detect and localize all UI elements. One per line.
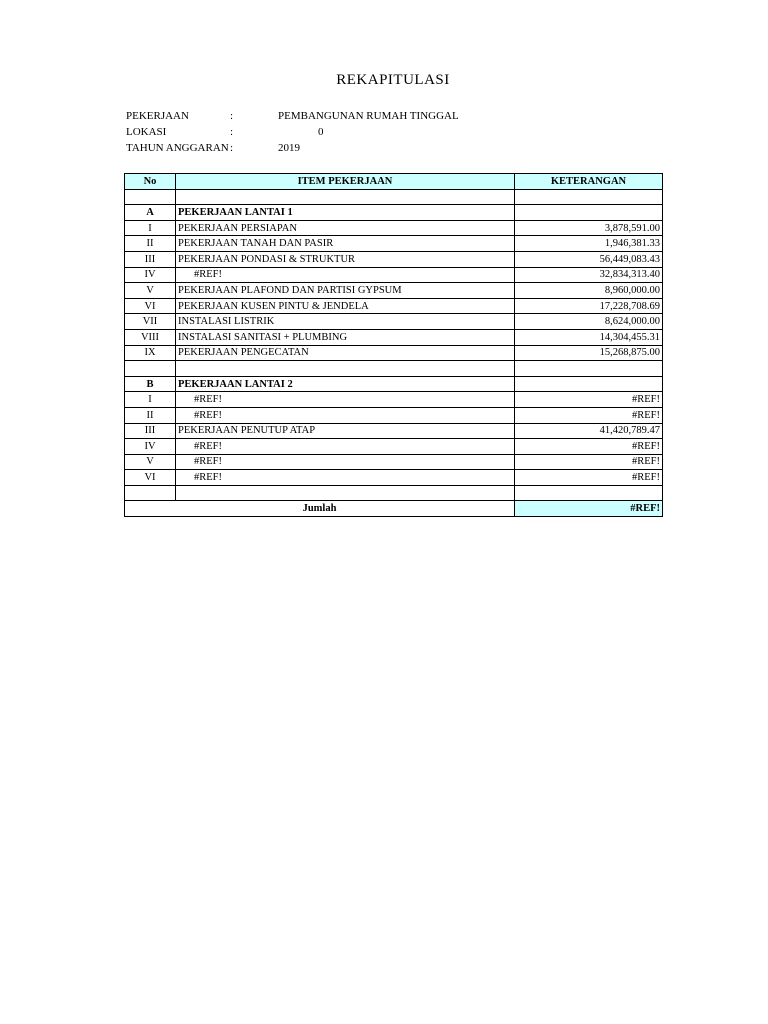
- row-no: I: [125, 392, 176, 408]
- row-keterangan: 3,878,591.00: [515, 220, 663, 236]
- meta-label: LOKASI: [126, 126, 167, 138]
- row-keterangan: 17,228,708.69: [515, 298, 663, 314]
- table-row: [125, 283, 663, 299]
- cell-empty: [515, 376, 663, 392]
- table-header-row: [125, 174, 663, 190]
- section-a-header: [125, 205, 663, 221]
- row-no: VI: [125, 470, 176, 486]
- row-keterangan: 41,420,789.47: [515, 423, 663, 439]
- table-row: [125, 220, 663, 236]
- cell-empty: [176, 485, 515, 501]
- row-keterangan: #REF!: [515, 392, 663, 408]
- cell-empty: [515, 485, 663, 501]
- table-row: [125, 423, 663, 439]
- cell-empty: [176, 189, 515, 205]
- row-keterangan: 56,449,083.43: [515, 251, 663, 267]
- row-keterangan: 15,268,875.00: [515, 345, 663, 361]
- row-keterangan: 1,946,381.33: [515, 236, 663, 252]
- table-row: [125, 407, 663, 423]
- row-keterangan: #REF!: [515, 470, 663, 486]
- table-row: [125, 298, 663, 314]
- row-item: #REF!: [176, 454, 515, 470]
- row-keterangan: 8,960,000.00: [515, 283, 663, 299]
- row-no: III: [125, 251, 176, 267]
- table-row: [125, 439, 663, 455]
- row-no: V: [125, 283, 176, 299]
- cell-empty: [515, 361, 663, 377]
- row-no: I: [125, 220, 176, 236]
- cell-empty: [176, 361, 515, 377]
- row-no: VII: [125, 314, 176, 330]
- meta-label: TAHUN ANGGARAN: [126, 142, 229, 154]
- row-item: #REF!: [176, 470, 515, 486]
- cell-empty: [515, 205, 663, 221]
- table-row: [125, 470, 663, 486]
- row-item: INSTALASI SANITASI + PLUMBING: [176, 329, 515, 345]
- row-no: III: [125, 423, 176, 439]
- section-b-header: [125, 376, 663, 392]
- row-keterangan: 8,624,000.00: [515, 314, 663, 330]
- cell-empty: [515, 189, 663, 205]
- total-value: #REF!: [515, 501, 663, 517]
- row-item: PEKERJAAN PENGECATAN: [176, 345, 515, 361]
- page-title: REKAPITULASI: [336, 72, 450, 88]
- meta-label: PEKERJAAN: [126, 110, 189, 122]
- header-item: ITEM PEKERJAAN: [176, 174, 515, 190]
- row-item: #REF!: [176, 439, 515, 455]
- meta-colon: :: [230, 126, 234, 138]
- empty-row: [125, 189, 663, 205]
- cell-empty: [125, 361, 176, 377]
- row-keterangan: #REF!: [515, 454, 663, 470]
- table-row: [125, 314, 663, 330]
- empty-row: [125, 361, 663, 377]
- meta-lokasi: [126, 126, 526, 142]
- row-no: V: [125, 454, 176, 470]
- row-item: PEKERJAAN PENUTUP ATAP: [176, 423, 515, 439]
- row-keterangan: #REF!: [515, 439, 663, 455]
- table-row: [125, 236, 663, 252]
- table-row: [125, 329, 663, 345]
- row-no: IX: [125, 345, 176, 361]
- empty-row: [125, 485, 663, 501]
- table-body: [125, 189, 663, 516]
- table-row: [125, 267, 663, 283]
- section-no: A: [125, 205, 176, 221]
- total-label: Jumlah: [125, 501, 515, 517]
- row-no: IV: [125, 439, 176, 455]
- row-item: #REF!: [176, 392, 515, 408]
- row-item: PEKERJAAN PLAFOND DAN PARTISI GYPSUM: [176, 283, 515, 299]
- row-no: IV: [125, 267, 176, 283]
- row-keterangan: #REF!: [515, 407, 663, 423]
- row-keterangan: 32,834,313.40: [515, 267, 663, 283]
- row-no: II: [125, 236, 176, 252]
- row-no: II: [125, 407, 176, 423]
- table-row: [125, 454, 663, 470]
- section-title: PEKERJAAN LANTAI 1: [176, 205, 515, 221]
- row-item: PEKERJAAN PONDASI & STRUKTUR: [176, 251, 515, 267]
- meta-pekerjaan: [126, 110, 526, 126]
- row-item: PEKERJAAN KUSEN PINTU & JENDELA: [176, 298, 515, 314]
- table-row: [125, 345, 663, 361]
- table-row: [125, 392, 663, 408]
- meta-tahun: [126, 142, 526, 158]
- row-item: #REF!: [176, 407, 515, 423]
- row-item: #REF!: [176, 267, 515, 283]
- row-item: PEKERJAAN TANAH DAN PASIR: [176, 236, 515, 252]
- header-keterangan: KETERANGAN: [515, 174, 663, 190]
- row-no: VIII: [125, 329, 176, 345]
- meta-value: PEMBANGUNAN RUMAH TINGGAL: [278, 110, 459, 122]
- meta-value: 2019: [278, 142, 300, 154]
- table-row: [125, 251, 663, 267]
- section-no: B: [125, 376, 176, 392]
- cell-empty: [125, 189, 176, 205]
- meta-colon: :: [230, 110, 234, 122]
- header-no: No: [125, 174, 176, 190]
- row-item: INSTALASI LISTRIK: [176, 314, 515, 330]
- project-meta: [126, 110, 526, 158]
- row-no: VI: [125, 298, 176, 314]
- meta-colon: :: [230, 142, 234, 154]
- recap-table: [124, 173, 663, 517]
- row-keterangan: 14,304,455.31: [515, 329, 663, 345]
- section-title: PEKERJAAN LANTAI 2: [176, 376, 515, 392]
- row-item: PEKERJAAN PERSIAPAN: [176, 220, 515, 236]
- cell-empty: [125, 485, 176, 501]
- meta-value: 0: [318, 126, 324, 138]
- total-row: [125, 501, 663, 517]
